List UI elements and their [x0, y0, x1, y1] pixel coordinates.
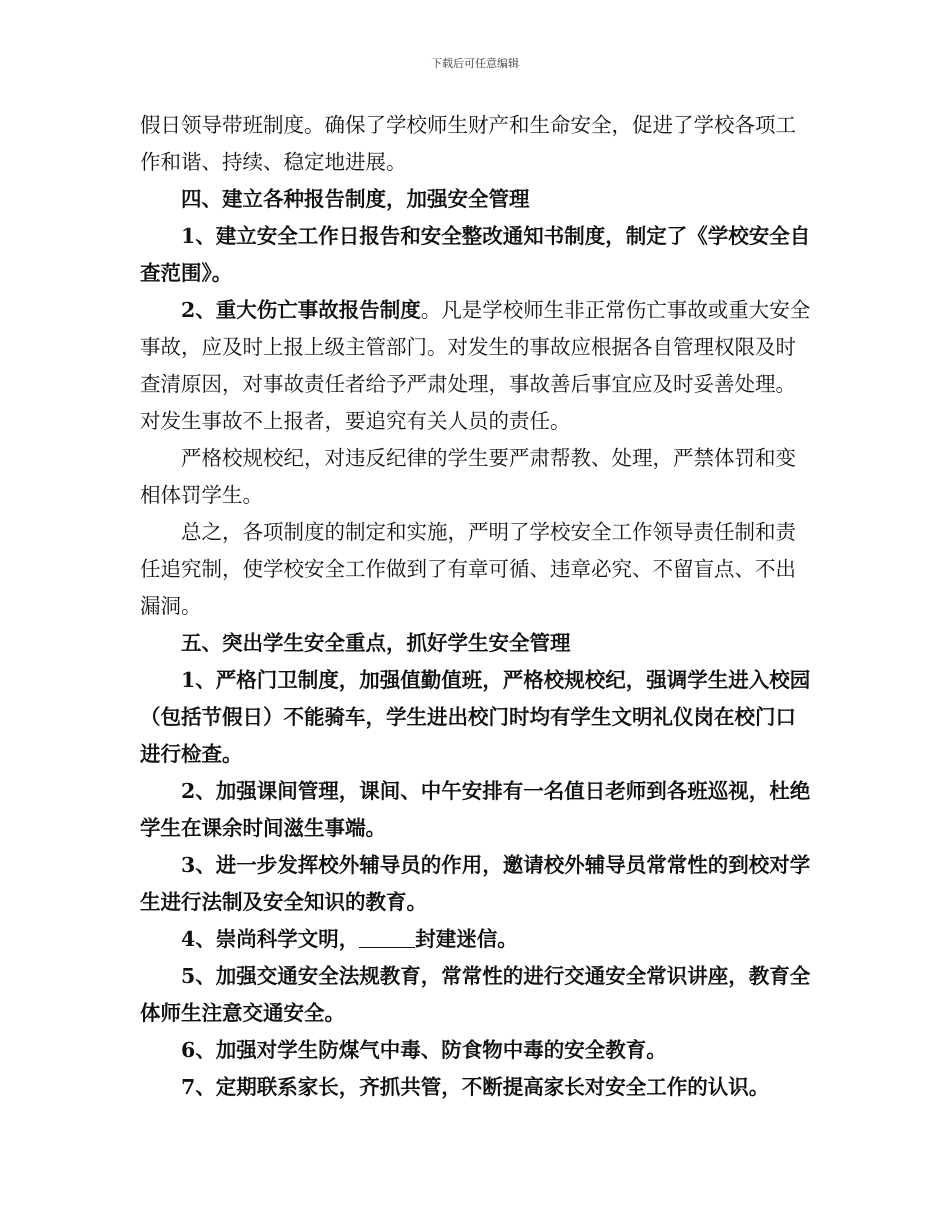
section-heading-four: 四、建立各种报告制度，加强安全管理 [181, 187, 530, 211]
paragraph-continuation: 假日领导带班制度。确保了学校师生财产和生命安全，促进了学校各项工作和谐、持续、稳定地进展。 [140, 113, 796, 174]
paragraph-summary: 总之，各项制度的制定和实施，严明了学校安全工作领导责任制和责任追究制，使学校安全工作做到了有章可循、违章必究、不留盲点、不出漏洞。 [140, 520, 796, 618]
list-item-1: 1、严格门卫制度，加强值勤值班，严格校规校纪，强调学生进入校园（包括节假日）不能骑车，学生进出校门时均有学生文明礼仪岗在校门口进行检查。 [140, 668, 811, 766]
list-item-4-before: 4、崇尚科学文明， [181, 927, 360, 951]
accident-report-text: 。凡是学校师生非正常伤亡事故或重大安全事故，应及时上报上级主管部门。对发生的事故应根据各自管理权限及时查清原因，对事故责任者给予严肃处理，事故善后事宜应及时妥善处理。对发生事故不上报者，要追究有关人员的责任。 [140, 298, 811, 433]
list-item-4-after: 封建迷信。 [415, 927, 518, 951]
document-body [140, 107, 812, 1106]
accident-report-title: 2、重大伤亡事故报告制度 [181, 298, 421, 322]
fill-in-blank [359, 927, 415, 948]
page-header: 下载后可任意编辑 [431, 57, 519, 70]
list-item-3: 3、进一步发挥校外辅导员的作用，邀请校外辅导员常常性的到校对学生进行法制及安全知识的教育。 [140, 853, 811, 914]
paragraph-accident-report [140, 292, 812, 440]
list-item-6: 6、加强对学生防煤气中毒、防食物中毒的安全教育。 [181, 1038, 667, 1062]
paragraph-report-system: 1、建立安全工作日报告和安全整改通知书制度，制定了《学校安全自查范围》。 [140, 224, 811, 285]
paragraph-discipline: 严格校规校纪，对违反纪律的学生要严肃帮教、处理，严禁体罚和变相体罚学生。 [140, 446, 796, 507]
list-item-5: 5、加强交通安全法规教育，常常性的进行交通安全常识讲座，教育全体师生注意交通安全。 [140, 964, 811, 1025]
list-item-4 [140, 921, 812, 958]
list-item-2: 2、加强课间管理，课间、中午安排有一名值日老师到各班巡视，杜绝学生在课余时间滋生事端。 [140, 779, 811, 840]
list-item-7: 7、定期联系家长，齐抓共管，不断提高家长对安全工作的认识。 [181, 1075, 770, 1099]
section-heading-five: 五、突出学生安全重点，抓好学生安全管理 [181, 631, 571, 655]
